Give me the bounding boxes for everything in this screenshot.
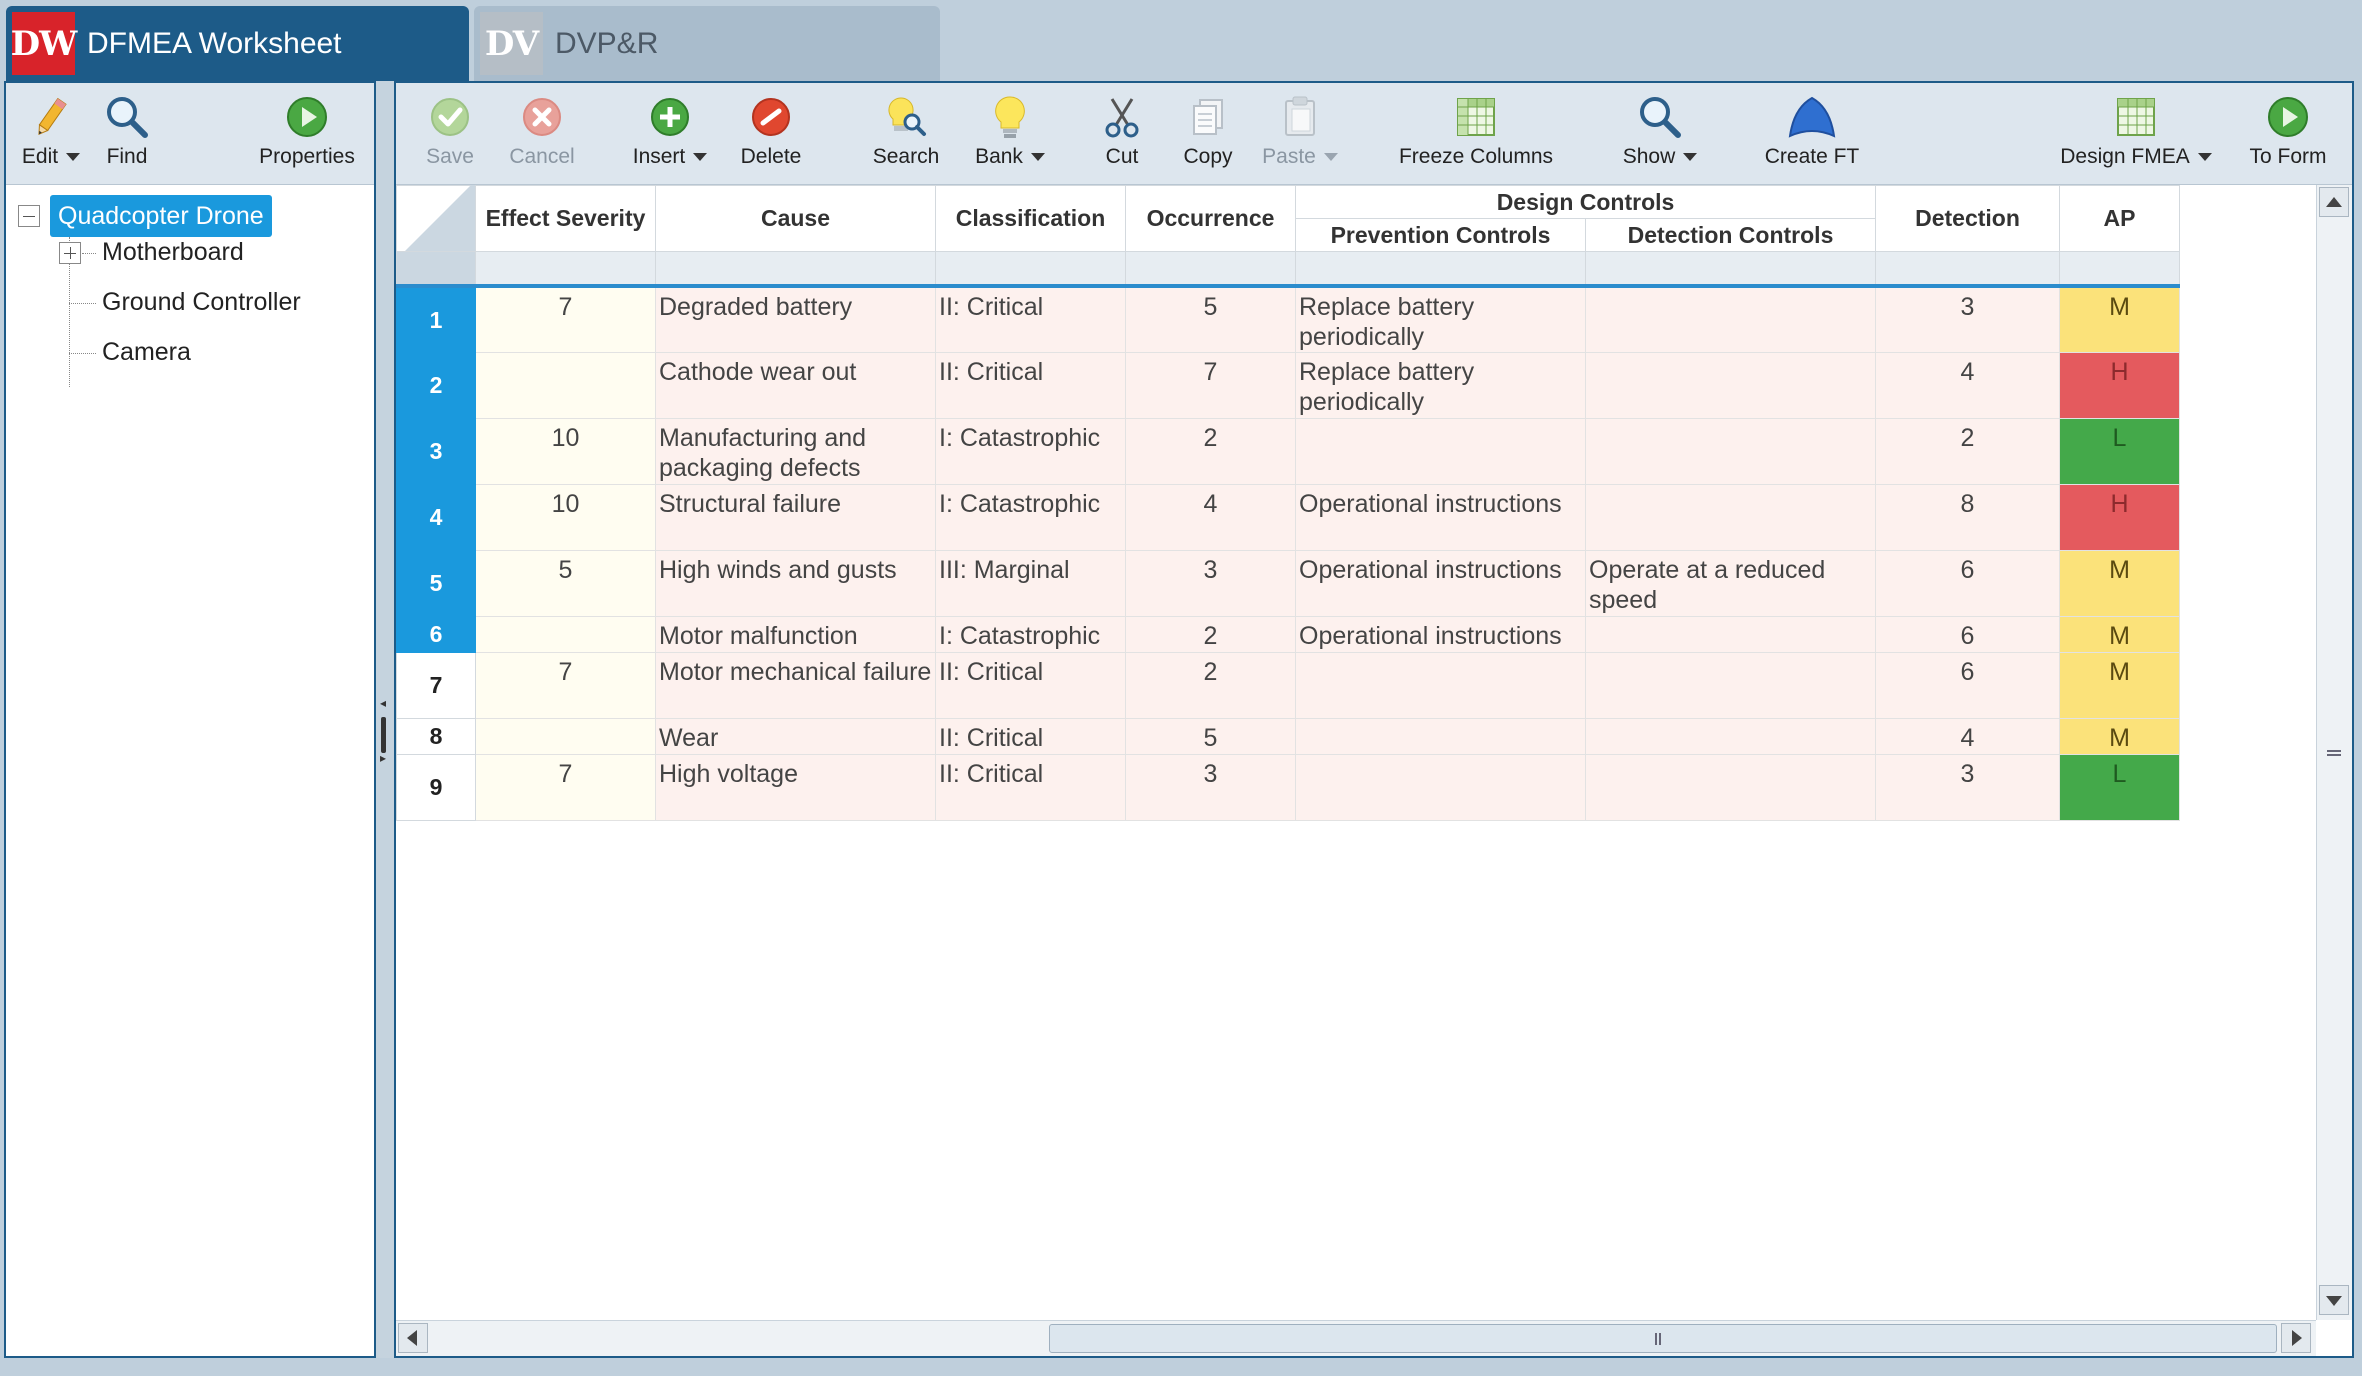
row-number[interactable]: 8 bbox=[397, 718, 476, 754]
chevron-down-icon bbox=[1683, 153, 1697, 161]
cell-detection[interactable]: 4 bbox=[1876, 352, 2060, 418]
cell-effect-severity[interactable] bbox=[476, 352, 656, 418]
freeze-columns-label: Freeze Columns bbox=[1398, 145, 1554, 168]
filter-cell[interactable] bbox=[1126, 252, 1296, 286]
table-row[interactable] bbox=[397, 616, 2180, 652]
tree-connector bbox=[69, 353, 96, 354]
table-row[interactable] bbox=[397, 718, 2180, 754]
copy-button[interactable] bbox=[1176, 91, 1240, 181]
play-circle-icon bbox=[285, 91, 329, 143]
tab-dfmea-worksheet[interactable] bbox=[6, 6, 469, 81]
dw-logo-icon: DW bbox=[12, 12, 75, 75]
checkmark-icon bbox=[429, 91, 471, 143]
cell-occurrence[interactable]: 3 bbox=[1126, 550, 1296, 616]
cell-ap[interactable]: M bbox=[2060, 286, 2180, 353]
cell-classification[interactable]: III: Marginal bbox=[936, 550, 1126, 616]
cell-prevention-controls[interactable] bbox=[1296, 754, 1586, 820]
tree-item-ground-controller[interactable]: Ground Controller bbox=[102, 288, 301, 316]
row-number[interactable]: 7 bbox=[397, 652, 476, 718]
cell-prevention-controls[interactable] bbox=[1296, 418, 1586, 484]
show-button[interactable] bbox=[1618, 91, 1702, 181]
cell-ap[interactable]: H bbox=[2060, 352, 2180, 418]
cell-effect-severity[interactable]: 10 bbox=[476, 484, 656, 550]
fmea-grid bbox=[396, 185, 2316, 1320]
cell-detection-controls[interactable] bbox=[1586, 418, 1876, 484]
filter-cell[interactable] bbox=[1876, 252, 2060, 286]
arrow-right-icon bbox=[2292, 1330, 2302, 1346]
filter-cell[interactable] bbox=[1296, 252, 1586, 286]
table-row[interactable] bbox=[397, 352, 2180, 418]
cell-cause[interactable]: Degraded battery bbox=[656, 286, 936, 353]
cell-prevention-controls[interactable]: Replace battery periodically bbox=[1296, 352, 1586, 418]
row-number[interactable]: 9 bbox=[397, 754, 476, 820]
design-fmea-label: Design FMEA bbox=[2060, 145, 2190, 168]
cell-cause[interactable]: Wear bbox=[656, 718, 936, 754]
cell-ap[interactable]: M bbox=[2060, 652, 2180, 718]
cell-effect-severity[interactable]: 10 bbox=[476, 418, 656, 484]
cell-occurrence[interactable]: 5 bbox=[1126, 718, 1296, 754]
cell-ap[interactable]: M bbox=[2060, 616, 2180, 652]
cell-detection-controls[interactable] bbox=[1586, 484, 1876, 550]
cell-prevention-controls[interactable]: Operational instructions bbox=[1296, 484, 1586, 550]
row-number[interactable]: 3 bbox=[397, 418, 476, 484]
header-prevention-controls[interactable]: Prevention Controls bbox=[1296, 219, 1586, 252]
table-row[interactable] bbox=[397, 550, 2180, 616]
cell-ap[interactable]: M bbox=[2060, 718, 2180, 754]
paste-label: Paste bbox=[1262, 145, 1316, 168]
cell-occurrence[interactable]: 2 bbox=[1126, 616, 1296, 652]
chevron-down-icon bbox=[693, 153, 707, 161]
magnifier-icon bbox=[1637, 91, 1683, 143]
freeze-columns-button[interactable] bbox=[1396, 91, 1556, 181]
chevron-down-icon bbox=[1324, 153, 1338, 161]
cell-cause[interactable]: Motor mechanical failure bbox=[656, 652, 936, 718]
cell-classification[interactable]: II: Critical bbox=[936, 352, 1126, 418]
cell-detection[interactable]: 4 bbox=[1876, 718, 2060, 754]
tree-item-quadcopter-drone[interactable]: Quadcopter Drone bbox=[50, 195, 272, 237]
tree-item-camera[interactable]: Camera bbox=[102, 338, 191, 366]
tab-label: DFMEA Worksheet bbox=[87, 26, 342, 60]
cell-occurrence[interactable]: 3 bbox=[1126, 754, 1296, 820]
cell-classification[interactable]: II: Critical bbox=[936, 652, 1126, 718]
cell-cause[interactable]: High voltage bbox=[656, 754, 936, 820]
tab-bar bbox=[0, 0, 2362, 81]
row-number[interactable]: 4 bbox=[397, 484, 476, 550]
cell-classification[interactable]: I: Catastrophic bbox=[936, 484, 1126, 550]
header-effect-severity[interactable]: Effect Severity bbox=[476, 186, 656, 252]
paste-button[interactable] bbox=[1258, 91, 1342, 181]
cell-classification[interactable]: II: Critical bbox=[936, 754, 1126, 820]
search-button[interactable] bbox=[866, 91, 946, 181]
cell-occurrence[interactable]: 2 bbox=[1126, 652, 1296, 718]
create-ft-label: Create FT bbox=[1764, 145, 1860, 168]
cell-cause[interactable]: Motor malfunction bbox=[656, 616, 936, 652]
horizontal-scroll-thumb[interactable] bbox=[1049, 1324, 2277, 1353]
fault-tree-gate-icon bbox=[1786, 91, 1838, 143]
dv-logo-icon: DV bbox=[480, 12, 543, 75]
cancel-button[interactable] bbox=[502, 91, 582, 181]
filter-cell[interactable] bbox=[1586, 252, 1876, 286]
edit-button[interactable] bbox=[16, 91, 86, 181]
header-cause[interactable]: Cause bbox=[656, 186, 936, 252]
cell-prevention-controls[interactable] bbox=[1296, 652, 1586, 718]
header-detection[interactable]: Detection bbox=[1876, 186, 2060, 252]
cell-effect-severity[interactable]: 5 bbox=[476, 550, 656, 616]
copy-icon bbox=[1188, 91, 1228, 143]
worksheet-toolbar bbox=[396, 83, 2352, 185]
fmea-rows bbox=[397, 286, 2180, 821]
cell-occurrence[interactable]: 4 bbox=[1126, 484, 1296, 550]
table-row[interactable] bbox=[397, 484, 2180, 550]
filter-cell[interactable] bbox=[656, 252, 936, 286]
filter-cell[interactable] bbox=[476, 252, 656, 286]
cell-detection[interactable]: 2 bbox=[1876, 418, 2060, 484]
cell-ap[interactable]: L bbox=[2060, 418, 2180, 484]
search-bulb-icon bbox=[883, 91, 929, 143]
header-classification[interactable]: Classification bbox=[936, 186, 1126, 252]
cell-classification[interactable]: II: Critical bbox=[936, 286, 1126, 353]
select-all-corner[interactable] bbox=[397, 186, 476, 252]
show-label: Show bbox=[1622, 145, 1676, 168]
vertical-scrollbar[interactable] bbox=[2316, 185, 2352, 1320]
tree-item-motherboard[interactable]: Motherboard bbox=[102, 238, 244, 266]
cell-detection-controls[interactable]: Operate at a reduced speed bbox=[1586, 550, 1876, 616]
cell-detection-controls[interactable] bbox=[1586, 286, 1876, 353]
expand-right-icon[interactable]: ▸ bbox=[380, 751, 387, 765]
clipboard-icon bbox=[1280, 91, 1320, 143]
cell-detection[interactable]: 3 bbox=[1876, 286, 2060, 353]
table-row[interactable] bbox=[397, 286, 2180, 353]
arrow-down-icon bbox=[2326, 1296, 2342, 1306]
scroll-down-button[interactable] bbox=[2319, 1285, 2349, 1315]
table-grid-icon bbox=[1455, 91, 1497, 143]
save-label: Save bbox=[426, 145, 474, 168]
cell-effect-severity[interactable] bbox=[476, 616, 656, 652]
scroll-up-button[interactable] bbox=[2319, 187, 2349, 217]
cell-ap[interactable]: M bbox=[2060, 550, 2180, 616]
search-label: Search bbox=[872, 145, 940, 168]
to-form-label: To Form bbox=[2249, 145, 2327, 168]
to-form-button[interactable] bbox=[2238, 91, 2338, 181]
expand-icon[interactable] bbox=[59, 242, 81, 264]
cell-detection[interactable]: 3 bbox=[1876, 754, 2060, 820]
save-button[interactable] bbox=[416, 91, 484, 181]
plus-circle-icon bbox=[649, 91, 691, 143]
tree-panel bbox=[4, 81, 376, 1358]
row-number[interactable]: 2 bbox=[397, 352, 476, 418]
header-detection-controls[interactable]: Detection Controls bbox=[1586, 219, 1876, 252]
cell-prevention-controls[interactable] bbox=[1296, 718, 1586, 754]
cut-label: Cut bbox=[1105, 145, 1139, 168]
cell-detection[interactable]: 6 bbox=[1876, 652, 2060, 718]
chevron-down-icon bbox=[66, 153, 80, 161]
tab-label: DVP&R bbox=[555, 26, 659, 60]
collapse-left-icon[interactable]: ◂ bbox=[380, 696, 387, 710]
insert-button[interactable] bbox=[626, 91, 714, 181]
cell-ap[interactable]: L bbox=[2060, 754, 2180, 820]
bank-label: Bank bbox=[975, 145, 1023, 168]
cell-detection-controls[interactable] bbox=[1586, 754, 1876, 820]
cell-cause[interactable]: Manufacturing and packaging defects bbox=[656, 418, 936, 484]
header-ap[interactable]: AP bbox=[2060, 186, 2180, 252]
filter-corner bbox=[397, 252, 476, 286]
cell-effect-severity[interactable] bbox=[476, 718, 656, 754]
copy-label: Copy bbox=[1183, 145, 1233, 168]
cell-prevention-controls[interactable]: Replace battery periodically bbox=[1296, 286, 1586, 353]
cell-detection[interactable]: 6 bbox=[1876, 616, 2060, 652]
scroll-left-button[interactable] bbox=[398, 1323, 428, 1353]
cell-ap[interactable]: H bbox=[2060, 484, 2180, 550]
cell-detection[interactable]: 6 bbox=[1876, 550, 2060, 616]
cell-classification[interactable]: I: Catastrophic bbox=[936, 418, 1126, 484]
table-grid-icon bbox=[2115, 91, 2157, 143]
cell-effect-severity[interactable]: 7 bbox=[476, 754, 656, 820]
scroll-grip-icon[interactable] bbox=[2327, 750, 2341, 756]
magnifier-icon bbox=[104, 91, 150, 143]
cell-prevention-controls[interactable]: Operational instructions bbox=[1296, 550, 1586, 616]
delete-icon bbox=[750, 91, 792, 143]
cancel-label: Cancel bbox=[509, 145, 575, 168]
cell-occurrence[interactable]: 2 bbox=[1126, 418, 1296, 484]
scroll-grip-icon bbox=[1655, 1333, 1661, 1345]
cell-occurrence[interactable]: 7 bbox=[1126, 352, 1296, 418]
create-ft-button[interactable] bbox=[1762, 91, 1862, 181]
cell-classification[interactable]: I: Catastrophic bbox=[936, 616, 1126, 652]
pencil-icon bbox=[29, 91, 73, 143]
delete-button[interactable] bbox=[736, 91, 806, 181]
properties-button[interactable] bbox=[252, 91, 362, 181]
edit-label: Edit bbox=[21, 145, 59, 168]
design-fmea-button[interactable] bbox=[2056, 91, 2216, 181]
tree-connector bbox=[82, 253, 96, 254]
cell-cause[interactable]: Cathode wear out bbox=[656, 352, 936, 418]
properties-label: Properties bbox=[259, 145, 355, 168]
table-row[interactable] bbox=[397, 754, 2180, 820]
cell-effect-severity[interactable]: 7 bbox=[476, 652, 656, 718]
find-label: Find bbox=[106, 145, 148, 168]
cell-detection-controls[interactable] bbox=[1586, 616, 1876, 652]
play-circle-icon bbox=[2266, 91, 2310, 143]
cell-prevention-controls[interactable]: Operational instructions bbox=[1296, 616, 1586, 652]
insert-label: Insert bbox=[632, 145, 686, 168]
cancel-icon bbox=[521, 91, 563, 143]
cell-detection[interactable]: 8 bbox=[1876, 484, 2060, 550]
cell-detection-controls[interactable] bbox=[1586, 652, 1876, 718]
fmea-table bbox=[396, 185, 2180, 821]
chevron-down-icon bbox=[2198, 153, 2212, 161]
scissors-icon bbox=[1100, 91, 1144, 143]
chevron-down-icon bbox=[1031, 153, 1045, 161]
table-row[interactable] bbox=[397, 652, 2180, 718]
arrow-left-icon bbox=[407, 1330, 417, 1346]
header-design-controls[interactable]: Design Controls bbox=[1296, 186, 1876, 219]
delete-label: Delete bbox=[740, 145, 802, 168]
bank-button[interactable] bbox=[970, 91, 1050, 181]
filter-cell[interactable] bbox=[936, 252, 1126, 286]
cut-button[interactable] bbox=[1092, 91, 1152, 181]
worksheet-panel bbox=[394, 81, 2354, 1358]
scroll-right-button[interactable] bbox=[2281, 1323, 2311, 1353]
cell-occurrence[interactable]: 5 bbox=[1126, 286, 1296, 353]
arrow-up-icon bbox=[2326, 197, 2342, 207]
find-button[interactable] bbox=[92, 91, 162, 181]
tree-connector bbox=[69, 303, 96, 304]
filter-cell[interactable] bbox=[2060, 252, 2180, 286]
header-occurrence[interactable]: Occurrence bbox=[1126, 186, 1296, 252]
row-number[interactable]: 1 bbox=[397, 286, 476, 353]
cell-detection-controls[interactable] bbox=[1586, 718, 1876, 754]
collapse-icon[interactable] bbox=[18, 205, 40, 227]
cell-cause[interactable]: High winds and gusts bbox=[656, 550, 936, 616]
splitter-grip[interactable] bbox=[381, 717, 386, 753]
cell-classification[interactable]: II: Critical bbox=[936, 718, 1126, 754]
row-number[interactable]: 5 bbox=[397, 550, 476, 616]
lightbulb-icon bbox=[990, 91, 1030, 143]
cell-detection-controls[interactable] bbox=[1586, 352, 1876, 418]
row-number[interactable]: 6 bbox=[397, 616, 476, 652]
tab-dvpr[interactable] bbox=[474, 6, 940, 81]
cell-effect-severity[interactable]: 7 bbox=[476, 286, 656, 353]
cell-cause[interactable]: Structural failure bbox=[656, 484, 936, 550]
tree-toolbar bbox=[6, 83, 374, 185]
horizontal-scrollbar[interactable] bbox=[396, 1320, 2316, 1356]
panel-splitter[interactable] bbox=[376, 81, 396, 1358]
table-row[interactable] bbox=[397, 418, 2180, 484]
